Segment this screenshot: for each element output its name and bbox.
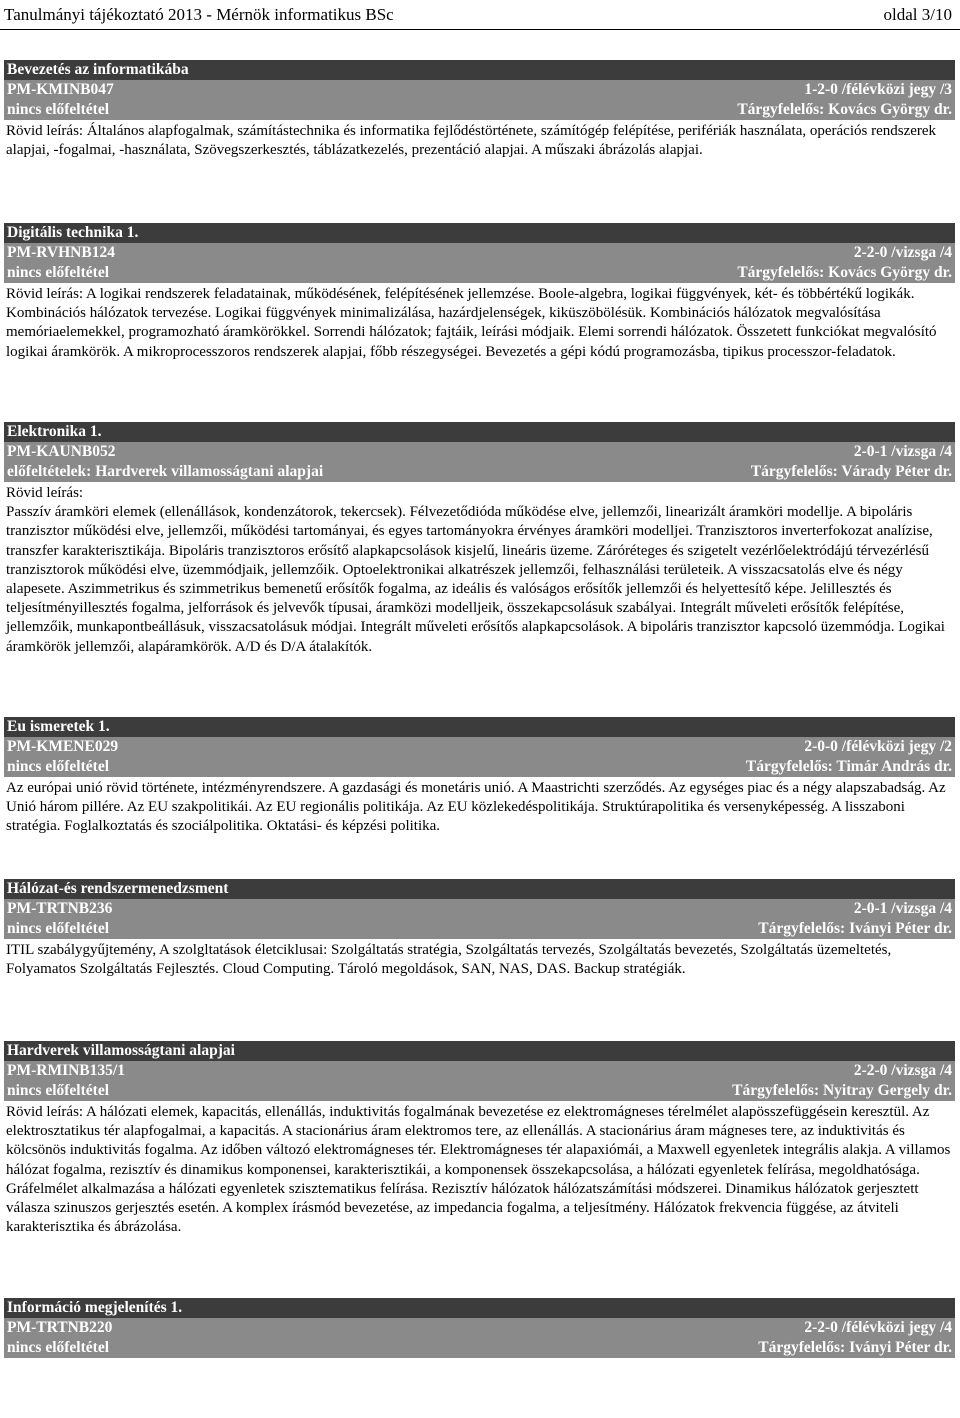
course-code: PM-TRTNB220	[7, 1319, 113, 1336]
course-code-bar	[4, 80, 955, 100]
course-prereq: nincs előfeltétel	[7, 758, 110, 775]
course-title-bar	[4, 1041, 955, 1061]
course-title-bar	[4, 1298, 955, 1318]
page-number: oldal 3/10	[883, 5, 952, 24]
course-prereq-bar	[4, 919, 955, 939]
course-name: Elektronika 1.	[7, 423, 102, 440]
course-credits: 2-2-0 /vizsga /4	[853, 1062, 952, 1079]
course-prereq-bar	[4, 100, 955, 120]
course-responsible: Tárgyfelelős: Várady Péter dr.	[750, 463, 952, 480]
course-prereq: előfeltételek: Hardverek villamosságtani alapjai	[7, 463, 324, 480]
course-block	[4, 422, 955, 657]
course-name: Bevezetés az informatikába	[7, 61, 189, 78]
course-title-bar	[4, 422, 955, 442]
course-prereq-bar	[4, 1081, 955, 1101]
course-prereq-bar	[4, 757, 955, 777]
course-title-bar	[4, 223, 955, 243]
course-description: Az európai unió rövid története, intézményrendszere. A gazdasági és monetáris unió. A Maastrichti szerződés. Az egységes piac és a négy alapszabadság. Az Unió három pillére. Az EU szakpolitikái. Az EU regionális politikája. Az EU közlekedéspolitikája. Struktúrapolitika és versenyképesség. A lisszaboni stratégia. Foglalkoztatás és szociálpolitika. Oktatási- és képzési politika.	[6, 780, 946, 835]
course-credits: 2-2-0 /vizsga /4	[853, 244, 952, 261]
course-prereq: nincs előfeltétel	[7, 264, 110, 281]
course-prereq: nincs előfeltétel	[7, 1082, 110, 1099]
course-block	[4, 1298, 955, 1358]
course-prereq-bar	[4, 263, 955, 283]
course-code: PM-RVHNB124	[7, 244, 115, 261]
course-code: PM-KMENE029	[7, 738, 119, 755]
course-credits: 2-0-1 /vizsga /4	[853, 443, 952, 460]
course-prereq-bar	[4, 1338, 955, 1358]
course-credits: 2-0-0 /félévközi jegy /2	[804, 738, 952, 755]
course-code: PM-KAUNB052	[7, 443, 116, 460]
course-description: Rövid leírás: A hálózati elemek, kapacitás, ellenállás, induktivitás fogalmának bevezetése ez elektromágneses térelmélet alapösszefüggésein keresztül. Az elektrosztatikus tér alapfogalmai, a kapacitás. A stacionárius áram elektromos tere, az ellenállás. A stacionárius áram mágneses tere, az induktivitás és kölcsönös induktivitás fogalma. Az időben változó elektromágneses tér. Elektromágneses tér alapaxiómái, a Maxwell egyenletek integrális alakja. A villamos hálózat fogalma, rezisztív és dinamikus komponensei, karakterisztikái, a komponensek összekapcsolása, a hálózati egyenletek felírása, megoldhatósága. Gráfelmélet alkalmazása a hálózati egyenletek szisztematikus felírása. Rezisztív hálózatok hálózatszámítási módszerei. Dinamikus hálózatok gerjesztett válasza szinuszos gerjesztés esetén. A komplex írásmód bevezetése, az impedancia fogalma, a teljesítmény. Hálózatok frekvencia függése, az átviteli karakterisztika és ábrázolása.	[6, 1104, 951, 1236]
page-header	[0, 0, 960, 30]
course-block	[4, 879, 955, 979]
course-name: Hálózat-és rendszermenedzsment	[7, 880, 229, 897]
course-title-bar	[4, 60, 955, 80]
course-block	[4, 717, 955, 837]
course-description-label: Rövid leírás:	[6, 485, 84, 501]
course-name: Hardverek villamosságtani alapjai	[7, 1042, 235, 1059]
course-name: Információ megjelenítés 1.	[7, 1299, 183, 1316]
document-title: Tanulmányi tájékoztató 2013 - Mérnök informatikus BSc	[4, 5, 394, 24]
course-responsible: Tárgyfelelős: Iványi Péter dr.	[758, 920, 952, 937]
course-code: PM-RMINB135/1	[7, 1062, 125, 1079]
course-credits: 2-2-0 /félévközi jegy /4	[804, 1319, 952, 1336]
course-block	[4, 223, 955, 362]
course-code: PM-KMINB047	[7, 81, 114, 98]
course-description: Rövid leírás: A logikai rendszerek feladatainak, működésének, felépítésének jellemzése. Boole-algebra, logikai függvények, két- és többértékű logikák. Kombinációs hálózatok tervezése. Logikai függvények minimalizálása, hazárdjelenségek, kiküszöbölésük. Kombinációs hálózatok megvalósítása memóriaelemekkel, programozható áramkörökkel. Sorrendi hálózatok; fajtáik, leírási módjaik. Elemi sorrendi hálózatok. Összetett funkciókat megvalósító logikai áramkörök. A mikroprocesszoros rendszerek alapjai, főbb részegységei. Bevezetés a gépi kódú programozásba, tipikus processzor-feladatok.	[6, 286, 937, 360]
course-code-bar	[4, 899, 955, 919]
course-block	[4, 1041, 955, 1237]
course-description: Passzív áramköri elemek (ellenállások, kondenzátorok, tekercsek). Félvezetődióda működése elve, jellemzői, linearizált áramköri modellje. A bipoláris tranzisztor működési elve, jellemzői, működési tartományai, és egyes tartományokra érvényes áramköri modelljei. Tranzisztoros inverterfokozat analízise, transzfer karakterisztikája. Bipoláris tranzisztoros erősítő alapkapcsolások kisjelű, lineáris üzeme. Záróréteges és szigetelt vezérlőelektródájú térvezérlésű tranzisztorok működési elve, üzemmódjaik, jellemzőik. Optoelektronikai alkatrészek jellemzői, felhasználási területeik. A visszacsatolás elve és négy alapesete. Aszimmetrikus és szimmetrikus bemenetű erősítők fogalma, az ideális és valóságos erősítők jellemzői és helyettesítő képe. Jelillesztés és teljesítményillesztés fogalma, jelforrások és jelvevők típusai, áramközi modelljeik, összekapcsolásuk szabályai. Integrált műveleti erősítők felépítése, jellemzőik, munkapontbeállásuk, visszacsatolásuk módjai. Integrált műveleti erősítős alapkapcsolások. A bipoláris tranzisztor kapcsoló üzemmódja. Logikai áramkörök jellemzői, alapáramkörök. A/D és D/A átalakítók.	[6, 504, 945, 655]
course-credits: 1-2-0 /félévközi jegy /3	[804, 81, 952, 98]
course-code-bar	[4, 442, 955, 462]
course-responsible: Tárgyfelelős: Nyitray Gergely dr.	[732, 1082, 952, 1099]
course-responsible: Tárgyfelelős: Kovács György dr.	[737, 264, 952, 281]
course-name: Digitális technika 1.	[7, 224, 139, 241]
course-code-bar	[4, 1318, 955, 1338]
course-description: ITIL szabálygyűjtemény, A szolgltatások életciklusai: Szolgáltatás stratégia, Szolgáltatás tervezés, Szolgáltatás bevezetés, Szolgáltatás üzemeltetés, Folyamatos Szolgáltatás Fejlesztés. Cloud Computing. Tároló megoldások, SAN, NAS, DAS. Backup stratégiák.	[6, 942, 892, 978]
course-name: Eu ismeretek 1.	[7, 718, 110, 735]
course-title-bar	[4, 717, 955, 737]
course-responsible: Tárgyfelelős: Kovács György dr.	[737, 101, 952, 118]
course-prereq: nincs előfeltétel	[7, 101, 110, 118]
course-code: PM-TRTNB236	[7, 900, 113, 917]
course-block	[4, 60, 955, 160]
course-responsible: Tárgyfelelős: Iványi Péter dr.	[758, 1339, 952, 1356]
course-prereq: nincs előfeltétel	[7, 920, 110, 937]
course-description: Rövid leírás: Általános alapfogalmak, számítástechnika és informatika fejlődéstörténete, számítógép felépítése, perifériák használata, operációs rendszerek alapjai, -fogalmai, -használata, Szövegszerkesztés, táblázatkezelés, prezentáció alapjai. A műszaki ábrázolás alapjai.	[6, 123, 937, 159]
course-credits: 2-0-1 /vizsga /4	[853, 900, 952, 917]
course-prereq: nincs előfeltétel	[7, 1339, 110, 1356]
course-responsible: Tárgyfelelős: Timár András dr.	[745, 758, 952, 775]
course-title-bar	[4, 879, 955, 899]
course-prereq-bar	[4, 462, 955, 482]
course-code-bar	[4, 737, 955, 757]
course-code-bar	[4, 1061, 955, 1081]
course-code-bar	[4, 243, 955, 263]
